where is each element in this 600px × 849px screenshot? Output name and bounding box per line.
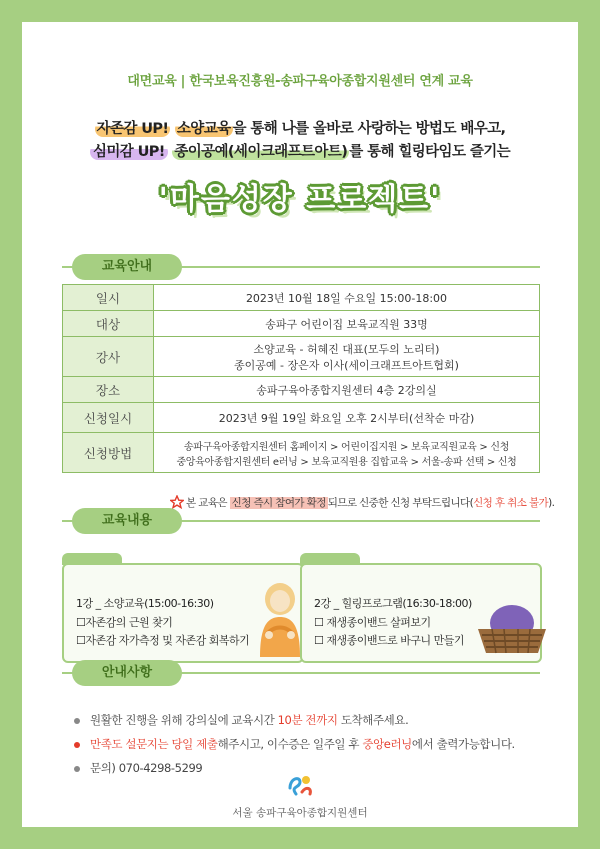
guide-2-red-1: 만족도 설문지는 당일 제출 — [90, 737, 218, 751]
guide-2-red-2: 중앙e러닝 — [362, 737, 412, 751]
notice-line — [170, 495, 554, 512]
row-label: 장소 — [63, 377, 154, 403]
lecture-1-title: 1강 _ 소양교육(15:00-16:30) — [76, 597, 214, 610]
bullet-icon — [74, 718, 80, 724]
guide-1-red: 10분 전까지 — [277, 713, 338, 727]
row-value-line: 소양교육 - 허혜진 대표(모두의 노리터) — [253, 342, 440, 356]
row-value — [154, 433, 540, 473]
highlight-culture-edu: 소양교육 — [176, 121, 231, 137]
subtitle-2-rest: 를 통해 힐링타임도 즐기는 — [349, 144, 511, 160]
highlight-aesthetic: 심미감 UP! — [90, 144, 168, 160]
row-label: 대상 — [63, 311, 154, 337]
notice-post: ). — [548, 497, 555, 509]
poster — [22, 22, 578, 827]
row-value-line: 종이공예 - 장은자 이사(세이크래프트아트협회) — [234, 358, 459, 372]
notice-highlight: 신청 즉시 참여가 확정 — [231, 497, 326, 509]
list-item — [74, 712, 515, 736]
main-title: '마음성장 프로젝트' — [158, 182, 442, 217]
subtitle-line-2 — [22, 140, 578, 161]
table-row — [63, 377, 540, 403]
row-value-line: 송파구육아종합지원센터 홈페이지 > 어린이집지원 > 보육교직원교육 > 신청 — [183, 441, 510, 453]
notice-cancel-warning: 신청 후 취소 불가 — [473, 497, 549, 509]
notice-mid: 되므로 신중한 신청 부탁드립니다( — [327, 497, 474, 509]
section-label-edu-info: 교육안내 — [72, 254, 182, 280]
card-tab — [300, 553, 360, 565]
subtitle-line-1 — [22, 117, 578, 138]
row-label: 강사 — [63, 337, 154, 377]
header-line: 대면교육 | 한국보육진흥원-송파구육아종합지원센터 연계 교육 — [127, 74, 473, 89]
guide-1-pre: 원활한 진행을 위해 강의실에 교육시간 — [90, 713, 278, 727]
row-value-line: 중앙육아종합지원센터 e러닝 > 보육교직원용 집합교육 > 서울-송파 선택 > 신청 — [176, 456, 517, 468]
row-value: 송파구육아종합지원센터 4층 2강의실 — [154, 377, 540, 403]
footer-org-name: 서울 송파구육아종합지원센터 — [232, 807, 368, 819]
section-label-edu-content: 교육내용 — [72, 508, 182, 534]
highlight-self-esteem: 자존감 UP! — [96, 121, 169, 137]
section-label-guide: 안내사항 — [72, 660, 182, 686]
guide-2-mid: 해주시고, 이수증은 일주일 후 — [217, 737, 363, 751]
contact-phone: 문의) 070-4298-5299 — [90, 761, 203, 775]
guide-1-post: 도착해주세요. — [337, 713, 409, 727]
table-row — [63, 285, 540, 311]
row-label: 신청일시 — [63, 403, 154, 433]
lecture-card-2 — [300, 563, 542, 663]
lecture-1-item-1: ☐자존감의 근원 찾기 — [76, 616, 173, 629]
highlight-paper-craft: 종이공예(세이크래프트아트) — [174, 144, 348, 160]
basket-illustration — [474, 599, 550, 659]
subtitle-1-rest: 을 통해 나를 올바로 사랑하는 방법도 배우고, — [232, 121, 506, 137]
card-tab — [62, 553, 122, 565]
table-row — [63, 433, 540, 473]
lecture-2-title: 2강 _ 힐링프로그램(16:30-18:00) — [314, 597, 472, 610]
edu-info-table — [62, 284, 540, 473]
row-value: 송파구 어린이집 보육교직원 33명 — [154, 311, 540, 337]
row-value — [154, 337, 540, 377]
row-label: 신청방법 — [63, 433, 154, 473]
lecture-2-item-1: ☐ 재생종이밴드 살펴보기 — [314, 616, 431, 629]
self-hug-illustration — [254, 577, 306, 659]
notice-pre: 본 교육은 — [186, 497, 230, 509]
bullet-icon — [74, 766, 80, 772]
guide-2-post: 에서 출력가능합니다. — [411, 737, 515, 751]
row-value: 2023년 10월 18일 수요일 15:00-18:00 — [154, 285, 540, 311]
lecture-card-1 — [62, 563, 304, 663]
table-row — [63, 311, 540, 337]
lecture-1-item-2: ☐자존감 자가측정 및 자존감 회복하기 — [76, 634, 250, 647]
list-item — [74, 736, 515, 760]
table-row — [63, 403, 540, 433]
bullet-icon — [74, 742, 80, 748]
table-row — [63, 337, 540, 377]
lecture-2-item-2: ☐ 재생종이밴드로 바구니 만들기 — [314, 634, 464, 647]
row-label: 일시 — [63, 285, 154, 311]
row-value: 2023년 9월 19일 화요일 오후 2시부터(선착순 마감) — [154, 403, 540, 433]
center-logo-icon — [286, 770, 316, 798]
